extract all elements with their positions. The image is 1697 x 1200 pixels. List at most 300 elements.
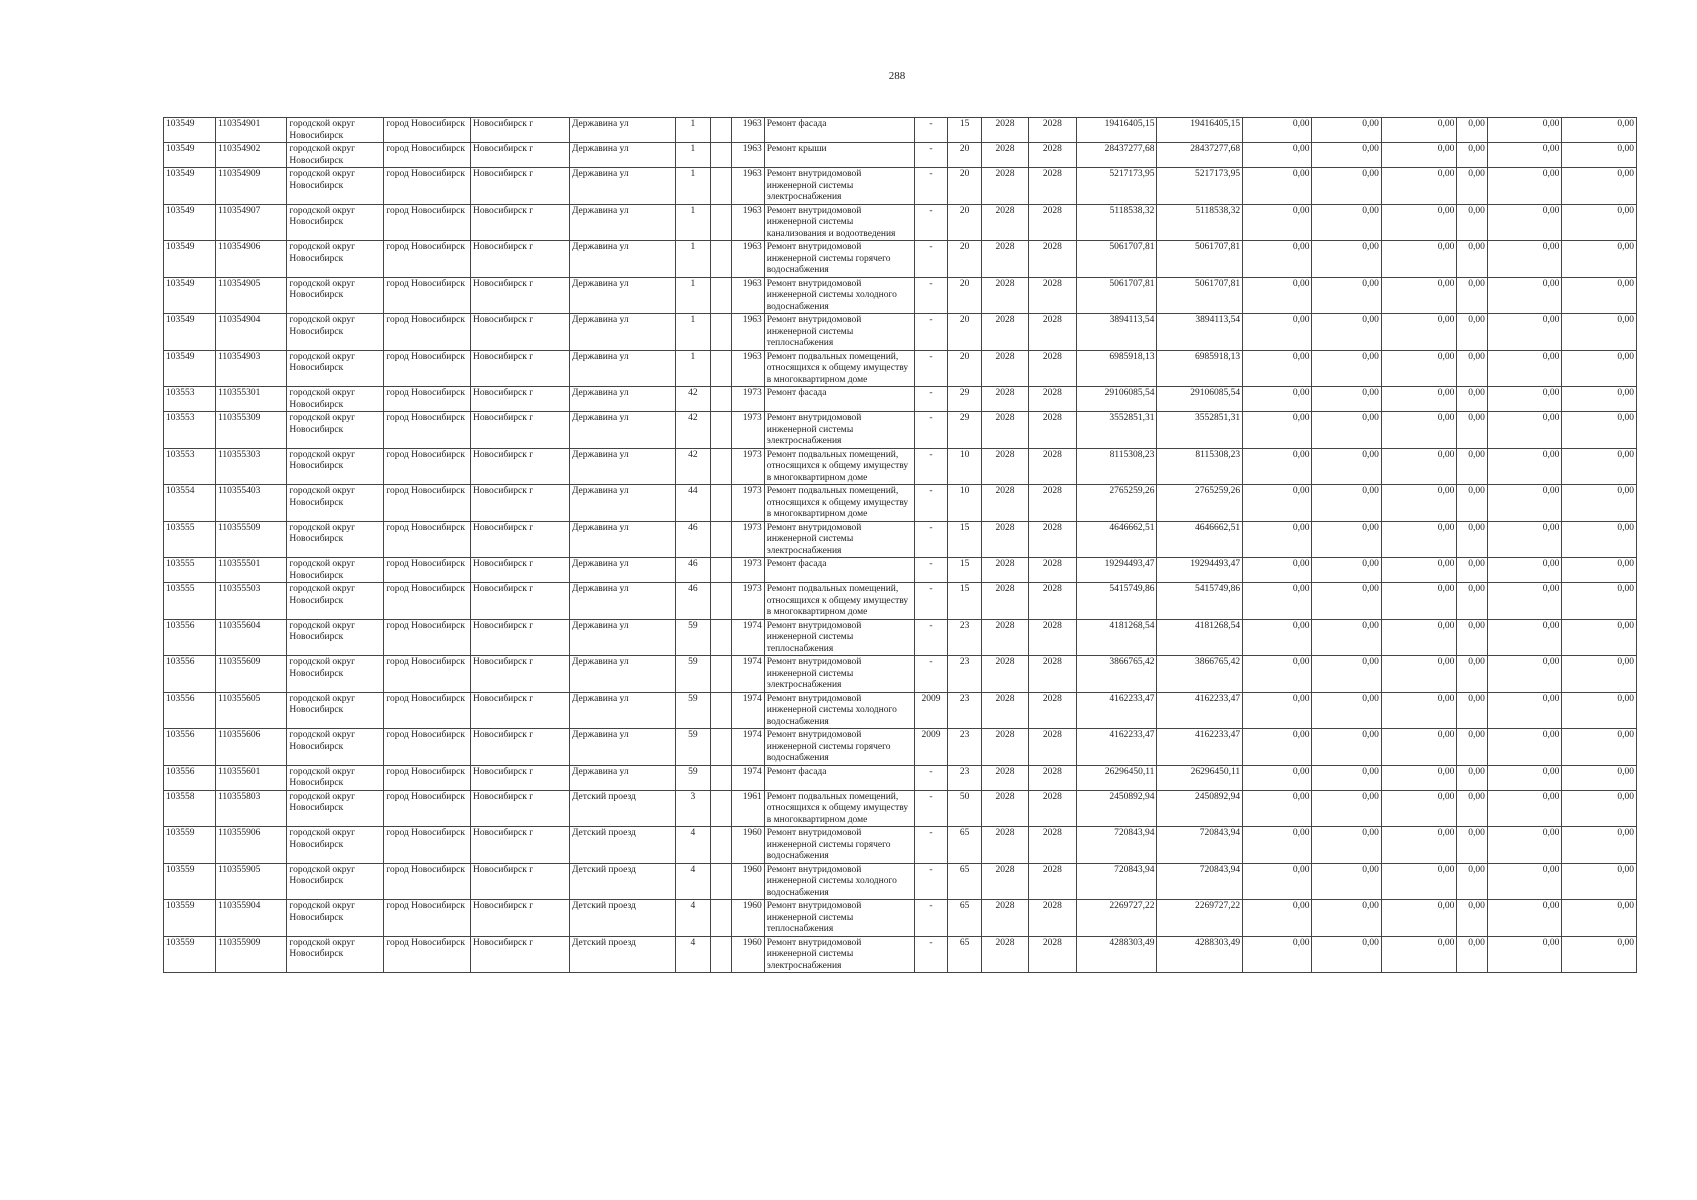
settlement-cell: город Новосибирск	[384, 143, 471, 168]
wear-cell: 65	[948, 900, 982, 937]
last-repair-year-cell: -	[914, 827, 948, 864]
wear-cell: 20	[948, 204, 982, 241]
work-id-cell: 110354904	[216, 314, 287, 351]
work-id-cell: 110355604	[216, 619, 287, 656]
last-repair-year-cell: 2009	[914, 729, 948, 766]
table-row	[164, 790, 1637, 827]
funding-3-cell: 0,00	[1381, 900, 1456, 937]
funding-1-cell: 0,00	[1243, 790, 1312, 827]
build-year-cell: 1974	[732, 656, 765, 693]
house-number-cell: 1	[676, 314, 711, 351]
locality-cell: Новосибирск г	[471, 619, 570, 656]
house-number-cell: 1	[676, 143, 711, 168]
build-year-cell: 1963	[732, 350, 765, 387]
house-id-cell: 103549	[164, 143, 216, 168]
locality-cell: Новосибирск г	[471, 900, 570, 937]
funding-4-cell: 0,00	[1457, 692, 1488, 729]
table-row	[164, 204, 1637, 241]
house-id-cell: 103549	[164, 350, 216, 387]
funding-6-cell: 0,00	[1562, 827, 1637, 864]
cost-cell: 29106085,54	[1076, 387, 1157, 412]
building-cell	[710, 521, 731, 558]
work-id-cell: 110354901	[216, 118, 287, 143]
municipality-cell: городской округ Новосибирск	[287, 656, 384, 693]
street-cell: Державина ул	[569, 765, 675, 790]
funding-3-cell: 0,00	[1381, 583, 1456, 620]
funding-2-cell: 0,00	[1312, 412, 1381, 449]
funding-6-cell: 0,00	[1562, 729, 1637, 766]
street-cell: Державина ул	[569, 387, 675, 412]
cost-cell: 4162233,47	[1076, 692, 1157, 729]
settlement-cell: город Новосибирск	[384, 350, 471, 387]
cost-total-cell: 5118538,32	[1157, 204, 1243, 241]
building-cell	[710, 583, 731, 620]
last-repair-year-cell: -	[914, 619, 948, 656]
house-number-cell: 1	[676, 350, 711, 387]
street-cell: Детский проезд	[569, 827, 675, 864]
house-id-cell: 103556	[164, 619, 216, 656]
cost-total-cell: 5061707,81	[1157, 277, 1243, 314]
work-type-cell: Ремонт внутридомовой инженерной системы канализования и водоотведения	[764, 204, 914, 241]
funding-6-cell: 0,00	[1562, 204, 1637, 241]
settlement-cell: город Новосибирск	[384, 277, 471, 314]
work-type-cell: Ремонт подвальных помещений, относящихся к общему имуществу в многоквартирном доме	[764, 583, 914, 620]
municipality-cell: городской округ Новосибирск	[287, 350, 384, 387]
plan-year-2-cell: 2028	[1028, 656, 1076, 693]
funding-2-cell: 0,00	[1312, 863, 1381, 900]
last-repair-year-cell: -	[914, 168, 948, 205]
cost-total-cell: 4162233,47	[1157, 729, 1243, 766]
funding-3-cell: 0,00	[1381, 412, 1456, 449]
house-id-cell: 103556	[164, 729, 216, 766]
house-number-cell: 59	[676, 656, 711, 693]
funding-2-cell: 0,00	[1312, 143, 1381, 168]
funding-3-cell: 0,00	[1381, 729, 1456, 766]
cost-total-cell: 2269727,22	[1157, 900, 1243, 937]
funding-4-cell: 0,00	[1457, 521, 1488, 558]
wear-cell: 23	[948, 692, 982, 729]
settlement-cell: город Новосибирск	[384, 558, 471, 583]
street-cell: Державина ул	[569, 485, 675, 522]
wear-cell: 20	[948, 241, 982, 278]
last-repair-year-cell: -	[914, 558, 948, 583]
build-year-cell: 1960	[732, 936, 765, 973]
municipality-cell: городской округ Новосибирск	[287, 118, 384, 143]
funding-1-cell: 0,00	[1243, 204, 1312, 241]
funding-4-cell: 0,00	[1457, 729, 1488, 766]
wear-cell: 23	[948, 656, 982, 693]
settlement-cell: город Новосибирск	[384, 412, 471, 449]
work-type-cell: Ремонт внутридомовой инженерной системы холодного водоснабжения	[764, 692, 914, 729]
plan-year-2-cell: 2028	[1028, 204, 1076, 241]
funding-4-cell: 0,00	[1457, 863, 1488, 900]
funding-4-cell: 0,00	[1457, 314, 1488, 351]
work-type-cell: Ремонт подвальных помещений, относящихся к общему имуществу в многоквартирном доме	[764, 448, 914, 485]
street-cell: Державина ул	[569, 350, 675, 387]
funding-2-cell: 0,00	[1312, 765, 1381, 790]
street-cell: Детский проезд	[569, 863, 675, 900]
plan-year-cell: 2028	[982, 729, 1029, 766]
build-year-cell: 1963	[732, 143, 765, 168]
plan-year-2-cell: 2028	[1028, 827, 1076, 864]
work-type-cell: Ремонт внутридомовой инженерной системы электроснабжения	[764, 168, 914, 205]
table-row	[164, 521, 1637, 558]
cost-cell: 19294493,47	[1076, 558, 1157, 583]
house-number-cell: 4	[676, 900, 711, 937]
table-row	[164, 619, 1637, 656]
locality-cell: Новосибирск г	[471, 485, 570, 522]
street-cell: Державина ул	[569, 521, 675, 558]
table-row	[164, 118, 1637, 143]
cost-cell: 720843,94	[1076, 827, 1157, 864]
funding-1-cell: 0,00	[1243, 558, 1312, 583]
funding-6-cell: 0,00	[1562, 350, 1637, 387]
building-cell	[710, 143, 731, 168]
work-type-cell: Ремонт внутридомовой инженерной системы холодного водоснабжения	[764, 863, 914, 900]
funding-3-cell: 0,00	[1381, 692, 1456, 729]
build-year-cell: 1973	[732, 558, 765, 583]
cost-cell: 8115308,23	[1076, 448, 1157, 485]
municipality-cell: городской округ Новосибирск	[287, 168, 384, 205]
funding-2-cell: 0,00	[1312, 692, 1381, 729]
building-cell	[710, 936, 731, 973]
funding-5-cell: 0,00	[1487, 558, 1561, 583]
work-type-cell: Ремонт внутридомовой инженерной системы горячего водоснабжения	[764, 729, 914, 766]
municipality-cell: городской округ Новосибирск	[287, 485, 384, 522]
house-id-cell: 103553	[164, 412, 216, 449]
municipality-cell: городской округ Новосибирск	[287, 863, 384, 900]
table-row	[164, 168, 1637, 205]
work-type-cell: Ремонт внутридомовой инженерной системы теплоснабжения	[764, 900, 914, 937]
build-year-cell: 1974	[732, 729, 765, 766]
funding-4-cell: 0,00	[1457, 350, 1488, 387]
cost-total-cell: 19416405,15	[1157, 118, 1243, 143]
funding-6-cell: 0,00	[1562, 692, 1637, 729]
cost-cell: 19416405,15	[1076, 118, 1157, 143]
funding-5-cell: 0,00	[1487, 656, 1561, 693]
funding-5-cell: 0,00	[1487, 619, 1561, 656]
house-id-cell: 103556	[164, 692, 216, 729]
cost-total-cell: 6985918,13	[1157, 350, 1243, 387]
house-number-cell: 42	[676, 448, 711, 485]
work-id-cell: 110355403	[216, 485, 287, 522]
building-cell	[710, 790, 731, 827]
plan-year-2-cell: 2028	[1028, 765, 1076, 790]
funding-3-cell: 0,00	[1381, 790, 1456, 827]
wear-cell: 20	[948, 350, 982, 387]
house-number-cell: 46	[676, 521, 711, 558]
street-cell: Державина ул	[569, 583, 675, 620]
locality-cell: Новосибирск г	[471, 204, 570, 241]
funding-4-cell: 0,00	[1457, 656, 1488, 693]
build-year-cell: 1974	[732, 692, 765, 729]
funding-2-cell: 0,00	[1312, 558, 1381, 583]
settlement-cell: город Новосибирск	[384, 656, 471, 693]
funding-2-cell: 0,00	[1312, 900, 1381, 937]
funding-5-cell: 0,00	[1487, 448, 1561, 485]
street-cell: Детский проезд	[569, 900, 675, 937]
settlement-cell: город Новосибирск	[384, 729, 471, 766]
build-year-cell: 1973	[732, 448, 765, 485]
locality-cell: Новосибирск г	[471, 277, 570, 314]
table-row	[164, 863, 1637, 900]
house-id-cell: 103556	[164, 656, 216, 693]
last-repair-year-cell: -	[914, 485, 948, 522]
plan-year-cell: 2028	[982, 350, 1029, 387]
plan-year-2-cell: 2028	[1028, 729, 1076, 766]
municipality-cell: городской округ Новосибирск	[287, 412, 384, 449]
table-row	[164, 448, 1637, 485]
work-id-cell: 110355601	[216, 765, 287, 790]
street-cell: Державина ул	[569, 692, 675, 729]
last-repair-year-cell: -	[914, 204, 948, 241]
funding-3-cell: 0,00	[1381, 204, 1456, 241]
cost-cell: 2450892,94	[1076, 790, 1157, 827]
building-cell	[710, 558, 731, 583]
funding-1-cell: 0,00	[1243, 729, 1312, 766]
wear-cell: 23	[948, 619, 982, 656]
cost-total-cell: 2765259,26	[1157, 485, 1243, 522]
house-number-cell: 1	[676, 118, 711, 143]
funding-5-cell: 0,00	[1487, 765, 1561, 790]
municipality-cell: городской округ Новосибирск	[287, 583, 384, 620]
cost-cell: 6985918,13	[1076, 350, 1157, 387]
locality-cell: Новосибирск г	[471, 118, 570, 143]
building-cell	[710, 448, 731, 485]
last-repair-year-cell: -	[914, 583, 948, 620]
settlement-cell: город Новосибирск	[384, 314, 471, 351]
settlement-cell: город Новосибирск	[384, 765, 471, 790]
funding-3-cell: 0,00	[1381, 143, 1456, 168]
last-repair-year-cell: -	[914, 143, 948, 168]
building-cell	[710, 314, 731, 351]
funding-3-cell: 0,00	[1381, 314, 1456, 351]
plan-year-2-cell: 2028	[1028, 314, 1076, 351]
funding-4-cell: 0,00	[1457, 900, 1488, 937]
house-id-cell: 103554	[164, 485, 216, 522]
funding-2-cell: 0,00	[1312, 936, 1381, 973]
plan-year-cell: 2028	[982, 241, 1029, 278]
wear-cell: 20	[948, 314, 982, 351]
locality-cell: Новосибирск г	[471, 412, 570, 449]
plan-year-cell: 2028	[982, 656, 1029, 693]
funding-1-cell: 0,00	[1243, 656, 1312, 693]
plan-year-cell: 2028	[982, 143, 1029, 168]
work-id-cell: 110355609	[216, 656, 287, 693]
funding-5-cell: 0,00	[1487, 241, 1561, 278]
last-repair-year-cell: -	[914, 656, 948, 693]
settlement-cell: город Новосибирск	[384, 168, 471, 205]
plan-year-2-cell: 2028	[1028, 485, 1076, 522]
cost-cell: 5217173,95	[1076, 168, 1157, 205]
building-cell	[710, 656, 731, 693]
funding-3-cell: 0,00	[1381, 241, 1456, 278]
build-year-cell: 1973	[732, 583, 765, 620]
cost-total-cell: 29106085,54	[1157, 387, 1243, 412]
funding-5-cell: 0,00	[1487, 350, 1561, 387]
table-row	[164, 827, 1637, 864]
plan-year-cell: 2028	[982, 863, 1029, 900]
funding-5-cell: 0,00	[1487, 485, 1561, 522]
funding-5-cell: 0,00	[1487, 729, 1561, 766]
build-year-cell: 1973	[732, 521, 765, 558]
funding-4-cell: 0,00	[1457, 765, 1488, 790]
funding-4-cell: 0,00	[1457, 448, 1488, 485]
cost-cell: 5061707,81	[1076, 241, 1157, 278]
funding-2-cell: 0,00	[1312, 204, 1381, 241]
cost-total-cell: 4646662,51	[1157, 521, 1243, 558]
funding-5-cell: 0,00	[1487, 692, 1561, 729]
funding-1-cell: 0,00	[1243, 277, 1312, 314]
funding-6-cell: 0,00	[1562, 558, 1637, 583]
house-id-cell: 103559	[164, 827, 216, 864]
settlement-cell: город Новосибирск	[384, 936, 471, 973]
cost-total-cell: 3866765,42	[1157, 656, 1243, 693]
house-number-cell: 4	[676, 936, 711, 973]
plan-year-cell: 2028	[982, 619, 1029, 656]
last-repair-year-cell: -	[914, 387, 948, 412]
street-cell: Державина ул	[569, 656, 675, 693]
settlement-cell: город Новосибирск	[384, 827, 471, 864]
funding-3-cell: 0,00	[1381, 387, 1456, 412]
funding-4-cell: 0,00	[1457, 485, 1488, 522]
building-cell	[710, 765, 731, 790]
table-row	[164, 387, 1637, 412]
house-id-cell: 103549	[164, 118, 216, 143]
cost-total-cell: 5061707,81	[1157, 241, 1243, 278]
wear-cell: 20	[948, 168, 982, 205]
funding-1-cell: 0,00	[1243, 143, 1312, 168]
locality-cell: Новосибирск г	[471, 314, 570, 351]
funding-5-cell: 0,00	[1487, 827, 1561, 864]
funding-4-cell: 0,00	[1457, 827, 1488, 864]
build-year-cell: 1963	[732, 118, 765, 143]
funding-5-cell: 0,00	[1487, 204, 1561, 241]
table-row	[164, 485, 1637, 522]
house-id-cell: 103549	[164, 241, 216, 278]
cost-total-cell: 5217173,95	[1157, 168, 1243, 205]
funding-3-cell: 0,00	[1381, 863, 1456, 900]
build-year-cell: 1973	[732, 412, 765, 449]
work-id-cell: 110354909	[216, 168, 287, 205]
funding-6-cell: 0,00	[1562, 168, 1637, 205]
street-cell: Державина ул	[569, 204, 675, 241]
plan-year-cell: 2028	[982, 692, 1029, 729]
last-repair-year-cell: -	[914, 863, 948, 900]
work-id-cell: 110354905	[216, 277, 287, 314]
house-number-cell: 59	[676, 729, 711, 766]
settlement-cell: город Новосибирск	[384, 448, 471, 485]
funding-6-cell: 0,00	[1562, 900, 1637, 937]
street-cell: Державина ул	[569, 143, 675, 168]
funding-4-cell: 0,00	[1457, 204, 1488, 241]
plan-year-2-cell: 2028	[1028, 350, 1076, 387]
municipality-cell: городской округ Новосибирск	[287, 521, 384, 558]
house-number-cell: 1	[676, 241, 711, 278]
table-row	[164, 350, 1637, 387]
funding-3-cell: 0,00	[1381, 765, 1456, 790]
funding-4-cell: 0,00	[1457, 558, 1488, 583]
house-number-cell: 44	[676, 485, 711, 522]
work-type-cell: Ремонт фасада	[764, 387, 914, 412]
locality-cell: Новосибирск г	[471, 448, 570, 485]
funding-3-cell: 0,00	[1381, 118, 1456, 143]
funding-1-cell: 0,00	[1243, 241, 1312, 278]
settlement-cell: город Новосибирск	[384, 583, 471, 620]
house-number-cell: 1	[676, 277, 711, 314]
funding-5-cell: 0,00	[1487, 521, 1561, 558]
building-cell	[710, 863, 731, 900]
locality-cell: Новосибирск г	[471, 168, 570, 205]
house-id-cell: 103549	[164, 168, 216, 205]
wear-cell: 20	[948, 277, 982, 314]
table-row	[164, 765, 1637, 790]
street-cell: Державина ул	[569, 558, 675, 583]
building-cell	[710, 692, 731, 729]
building-cell	[710, 485, 731, 522]
plan-year-2-cell: 2028	[1028, 936, 1076, 973]
wear-cell: 10	[948, 485, 982, 522]
funding-2-cell: 0,00	[1312, 118, 1381, 143]
funding-5-cell: 0,00	[1487, 118, 1561, 143]
plan-year-cell: 2028	[982, 900, 1029, 937]
locality-cell: Новосибирск г	[471, 692, 570, 729]
locality-cell: Новосибирск г	[471, 790, 570, 827]
house-number-cell: 42	[676, 387, 711, 412]
plan-year-cell: 2028	[982, 412, 1029, 449]
funding-1-cell: 0,00	[1243, 619, 1312, 656]
wear-cell: 29	[948, 387, 982, 412]
last-repair-year-cell: -	[914, 350, 948, 387]
funding-3-cell: 0,00	[1381, 827, 1456, 864]
street-cell: Детский проезд	[569, 790, 675, 827]
plan-year-cell: 2028	[982, 485, 1029, 522]
wear-cell: 15	[948, 521, 982, 558]
locality-cell: Новосибирск г	[471, 241, 570, 278]
funding-4-cell: 0,00	[1457, 790, 1488, 827]
funding-1-cell: 0,00	[1243, 583, 1312, 620]
funding-2-cell: 0,00	[1312, 729, 1381, 766]
plan-year-2-cell: 2028	[1028, 412, 1076, 449]
last-repair-year-cell: -	[914, 765, 948, 790]
funding-4-cell: 0,00	[1457, 277, 1488, 314]
plan-year-2-cell: 2028	[1028, 900, 1076, 937]
wear-cell: 29	[948, 412, 982, 449]
funding-4-cell: 0,00	[1457, 619, 1488, 656]
funding-6-cell: 0,00	[1562, 521, 1637, 558]
funding-4-cell: 0,00	[1457, 387, 1488, 412]
wear-cell: 23	[948, 729, 982, 766]
cost-total-cell: 28437277,68	[1157, 143, 1243, 168]
cost-total-cell: 4162233,47	[1157, 692, 1243, 729]
last-repair-year-cell: -	[914, 900, 948, 937]
funding-1-cell: 0,00	[1243, 314, 1312, 351]
funding-6-cell: 0,00	[1562, 790, 1637, 827]
street-cell: Державина ул	[569, 118, 675, 143]
work-id-cell: 110355906	[216, 827, 287, 864]
work-type-cell: Ремонт внутридомовой инженерной системы электроснабжения	[764, 521, 914, 558]
work-id-cell: 110355503	[216, 583, 287, 620]
cost-total-cell: 5415749,86	[1157, 583, 1243, 620]
house-id-cell: 103555	[164, 521, 216, 558]
locality-cell: Новосибирск г	[471, 936, 570, 973]
plan-year-cell: 2028	[982, 118, 1029, 143]
funding-2-cell: 0,00	[1312, 790, 1381, 827]
build-year-cell: 1963	[732, 314, 765, 351]
funding-6-cell: 0,00	[1562, 863, 1637, 900]
funding-6-cell: 0,00	[1562, 448, 1637, 485]
work-id-cell: 110355904	[216, 900, 287, 937]
